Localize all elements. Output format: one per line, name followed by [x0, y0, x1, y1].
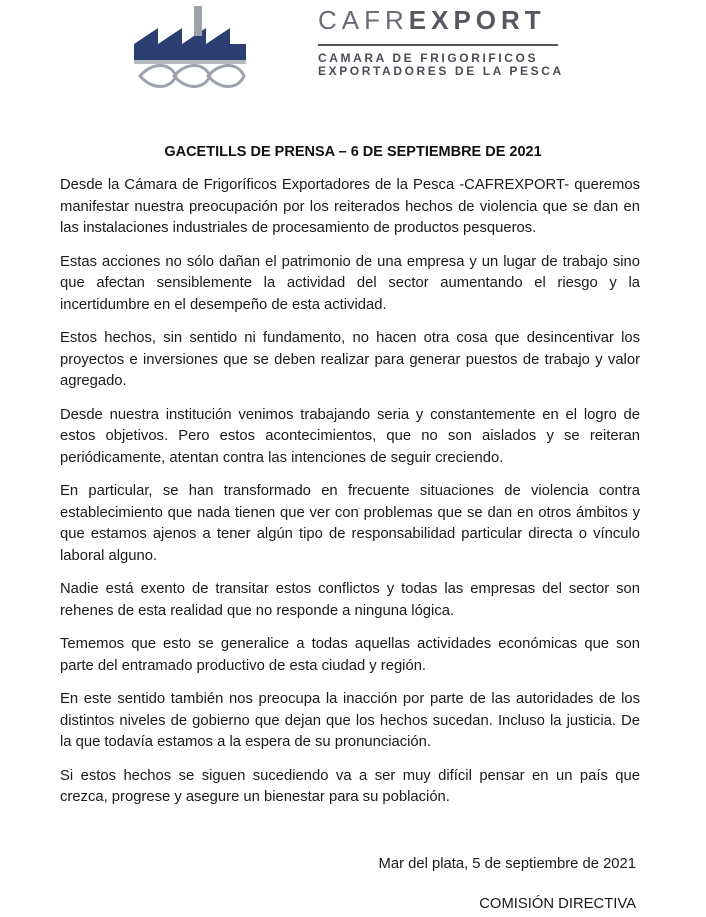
- brand-name-light: CAFR: [318, 5, 409, 35]
- signature: COMISIÓN DIRECTIVA: [479, 896, 636, 912]
- document-title: GACETILLS DE PRENSA – 6 DE SEPTIEMBRE DE 2021: [164, 144, 542, 160]
- brand-name-bold: EXPORT: [408, 5, 546, 35]
- paragraph: Si estos hechos se siguen sucediendo va a ser muy difícil pensar en un país que crezca, progrese y asegure un bienestar para su población.: [60, 767, 640, 805]
- logo-base: [134, 60, 246, 64]
- brand-divider: [318, 44, 558, 46]
- paragraph: En este sentido también nos preocupa la inacción por parte de las autoridades de los distintos niveles de gobierno que dejan que los hechos sucedan. Incluso la justicia. De la que todavía estamos a la espera de su pronunciación.: [60, 691, 640, 750]
- paragraph: En particular, se han transformado en frecuente situaciones de violencia contra establecimiento que nada tienen que ver con problemas que se dan en otros ámbitos y que estamos ajenos a tener algún tipo de responsabilidad particular directa o vínculo laboral alguno.: [60, 483, 640, 564]
- logo-fish-3: [208, 66, 244, 87]
- logo-fish-1: [140, 66, 176, 87]
- paragraph: Estos hechos, sin sentido ni fundamento, no hacen otra cosa que desincentivar los proyectos e inversiones que se deben realizar para generar puestos de trabajo y valor agregado.: [60, 330, 640, 389]
- paragraph: Estas acciones no sólo dañan el patrimonio de una empresa y un lugar de trabajo sino que afectan sensiblemente la actividad del sector aumentando el riesgo y la incertidumbre en el desempeño de esta actividad.: [60, 253, 640, 313]
- paragraph: Desde la Cámara de Frigoríficos Exportadores de la Pesca -CAFREXPORT- queremos manifestar nuestra preocupación por los reiterados hechos de violencia que se dan en las instalaciones industriales de procesamiento de productos pesqueros.: [60, 177, 640, 236]
- date-line: Mar del plata, 5 de septiembre de 2021: [378, 856, 636, 872]
- brand-block: [318, 4, 564, 78]
- brand-name: [318, 4, 564, 36]
- factory-fish-logo-icon: [130, 4, 250, 90]
- paragraph: Nadie está exento de transitar estos conflictos y todas las empresas del sector son rehenes de esta realidad que no responde a ninguna lógica.: [60, 581, 640, 619]
- logo-fish-2: [174, 66, 210, 87]
- paragraph: Tememos que esto se generalice a todas aquellas actividades económicas que son parte del entramado productivo de esta ciudad y región.: [60, 636, 640, 674]
- document-body: [60, 175, 640, 821]
- letterhead: [0, 0, 706, 110]
- brand-subtitle-line-2: EXPORTADORES DE LA PESCA: [318, 64, 564, 78]
- brand-subtitle-line-1: CAMARA DE FRIGORIFICOS: [318, 51, 539, 65]
- paragraph: Desde nuestra institución venimos trabajando seria y constantemente en el logro de estos objetivos. Pero estos acontecimientos, que no son aislados y se reiteran periódicamente, atentan contra las intenciones de seguir creciendo.: [60, 406, 640, 466]
- logo-factory-roof: [134, 28, 246, 60]
- logo-chimney: [194, 6, 202, 36]
